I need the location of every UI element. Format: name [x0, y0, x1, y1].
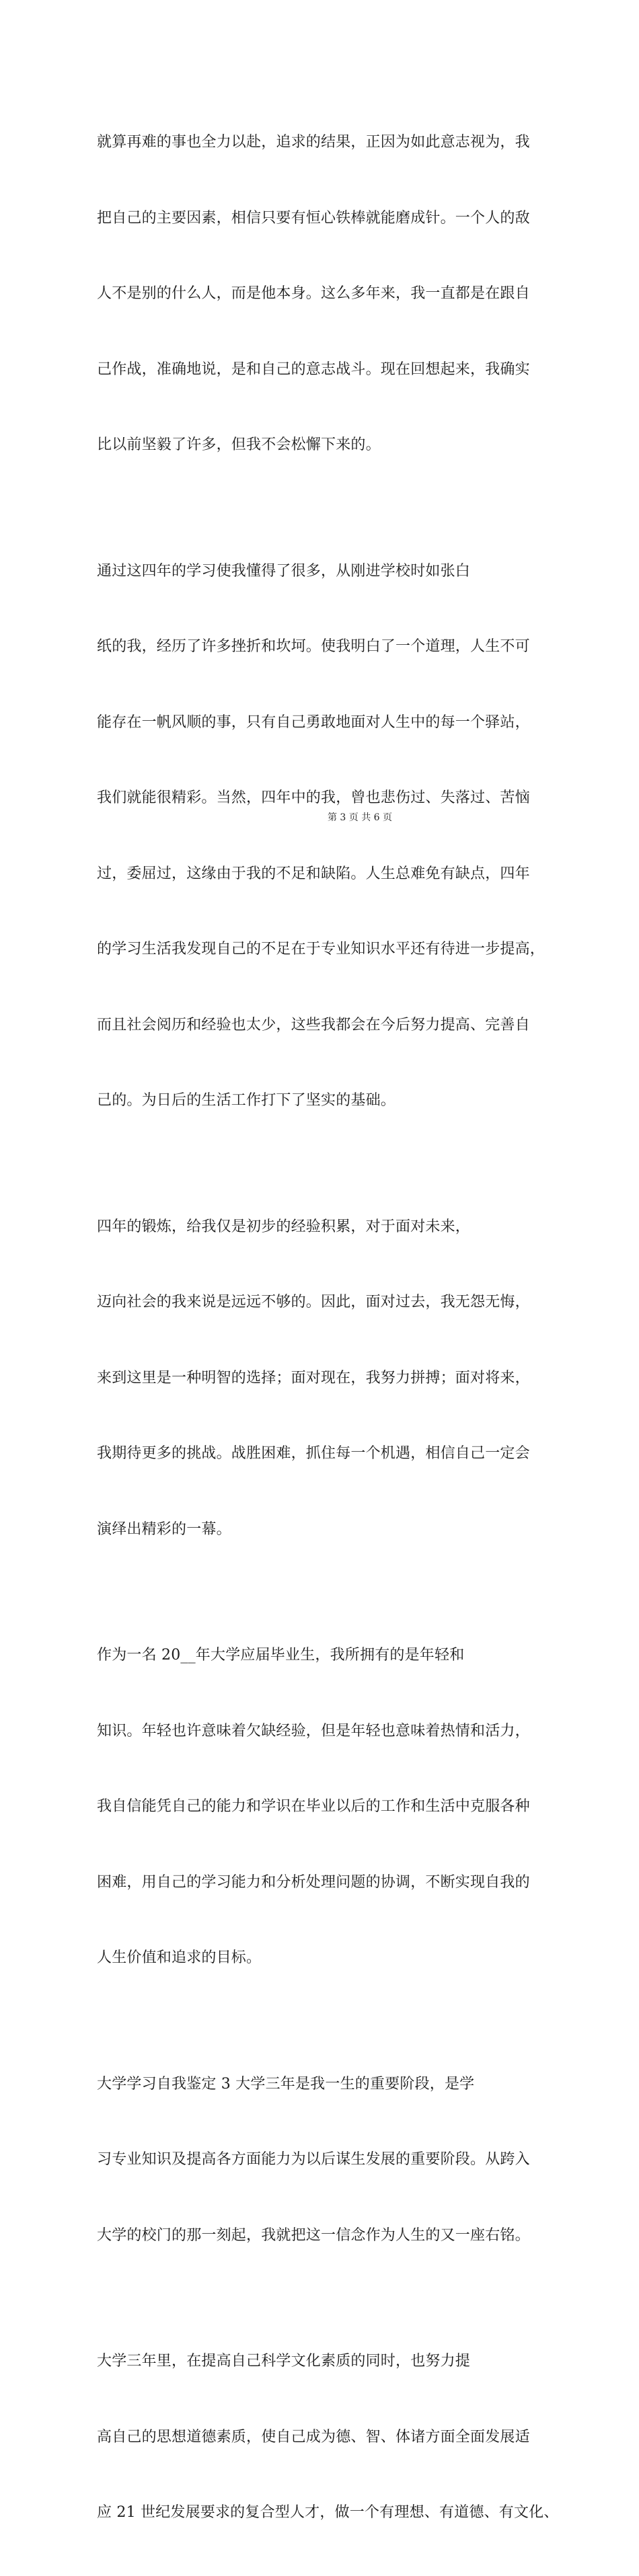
- text-line: 人生价值和追求的目标。: [97, 1949, 262, 1966]
- text-line: 习专业知识及提高各方面能力为以后谋生发展的重要阶段。从跨入: [97, 2151, 530, 2168]
- text-line: 比以前坚毅了许多，但我不会松懈下来的。: [97, 436, 381, 453]
- text-line: 己作战，准确地说，是和自己的意志战斗。现在回想起来，我确实: [97, 360, 530, 378]
- text-line: 通过这四年的学习使我懂得了很多，从刚进学校时如张白: [97, 562, 471, 580]
- text-line: 来到这里是一种明智的选择；面对现在，我努力拼搏；面对将来，: [97, 1369, 530, 1387]
- text-line: 我期待更多的挑战。战胜困难，抓住每一个机遇，相信自己一定会: [97, 1445, 530, 1462]
- document-body: [97, 79, 557, 2576]
- paragraph-2: [97, 508, 557, 1164]
- text-line: 纸的我，经历了许多挫折和坎坷。使我明白了一个道理，人生不可: [97, 638, 530, 655]
- paragraph-5: [97, 2021, 557, 2299]
- text-line: 作为一名 20__年大学应届毕业生，我所拥有的是年轻和: [97, 1647, 465, 1664]
- paragraph-3: [97, 1164, 557, 1593]
- text-line: 迈向社会的我来说是远远不够的。因此，面对过去，我无怨无悔，: [97, 1294, 530, 1311]
- page-number: 第 3 页 共 6 页: [327, 812, 393, 823]
- text-line: 就算再难的事也全力以赴，追求的结果，正因为如此意志视为，我: [97, 134, 530, 151]
- text-line: 把自己的主要因素，相信只要有恒心铁棒就能磨成针。一个人的敌: [97, 209, 530, 227]
- text-line: 困难，用自己的学习能力和分析处理问题的协调，不断实现自我的: [97, 1873, 530, 1891]
- text-line: 演绎出精彩的一幕。: [97, 1520, 231, 1538]
- paragraph-6: [97, 2298, 557, 2576]
- text-line: 知识。年轻也许意味着欠缺经验，但是年轻也意味着热情和活力，: [97, 1722, 530, 1740]
- text-line: 高自己的思想道德素质，使自己成为德、智、体诸方面全面发展适: [97, 2428, 530, 2446]
- text-line: 我们就能很精彩。当然，四年中的我，曾也悲伤过、失落过、苦恼: [97, 789, 530, 806]
- text-line: 应 21 世纪发展要求的复合型人才，做一个有理想、有道德、有文化、: [97, 2504, 559, 2521]
- text-line: 大学三年里，在提高自己科学文化素质的同时，也努力提: [97, 2353, 471, 2370]
- paragraph-4: [97, 1592, 557, 2021]
- text-line: 四年的锻炼，给我仅是初步的经验积累，对于面对未来，: [97, 1218, 471, 1235]
- text-line: 过，委屈过，这缘由于我的不足和缺陷。人生总难免有缺点，四年: [97, 865, 530, 882]
- text-line: 大学的校门的那一刻起，我就把这一信念作为人生的又一座右铭。: [97, 2226, 530, 2244]
- text-line: 人不是别的什么人，而是他本身。这么多年来，我一直都是在跟自: [97, 285, 530, 302]
- text-line: 我自信能凭自己的能力和学识在毕业以后的工作和生活中克服各种: [97, 1798, 530, 1815]
- text-line: 的学习生活我发现自己的不足在于专业知识水平还有待进一步提高，: [97, 941, 546, 958]
- text-line: 而且社会阅历和经验也太少，这些我都会在今后努力提高、完善自: [97, 1016, 530, 1033]
- text-line: 大学学习自我鉴定 3 大学三年是我一生的重要阶段，是学: [97, 2075, 475, 2093]
- paragraph-1: [97, 79, 557, 508]
- page-footer: [0, 810, 639, 824]
- text-line: 能存在一帆风顺的事，只有自己勇敢地面对人生中的每一个驿站，: [97, 713, 530, 731]
- text-line: 己的。为日后的生活工作打下了坚实的基础。: [97, 1092, 396, 1109]
